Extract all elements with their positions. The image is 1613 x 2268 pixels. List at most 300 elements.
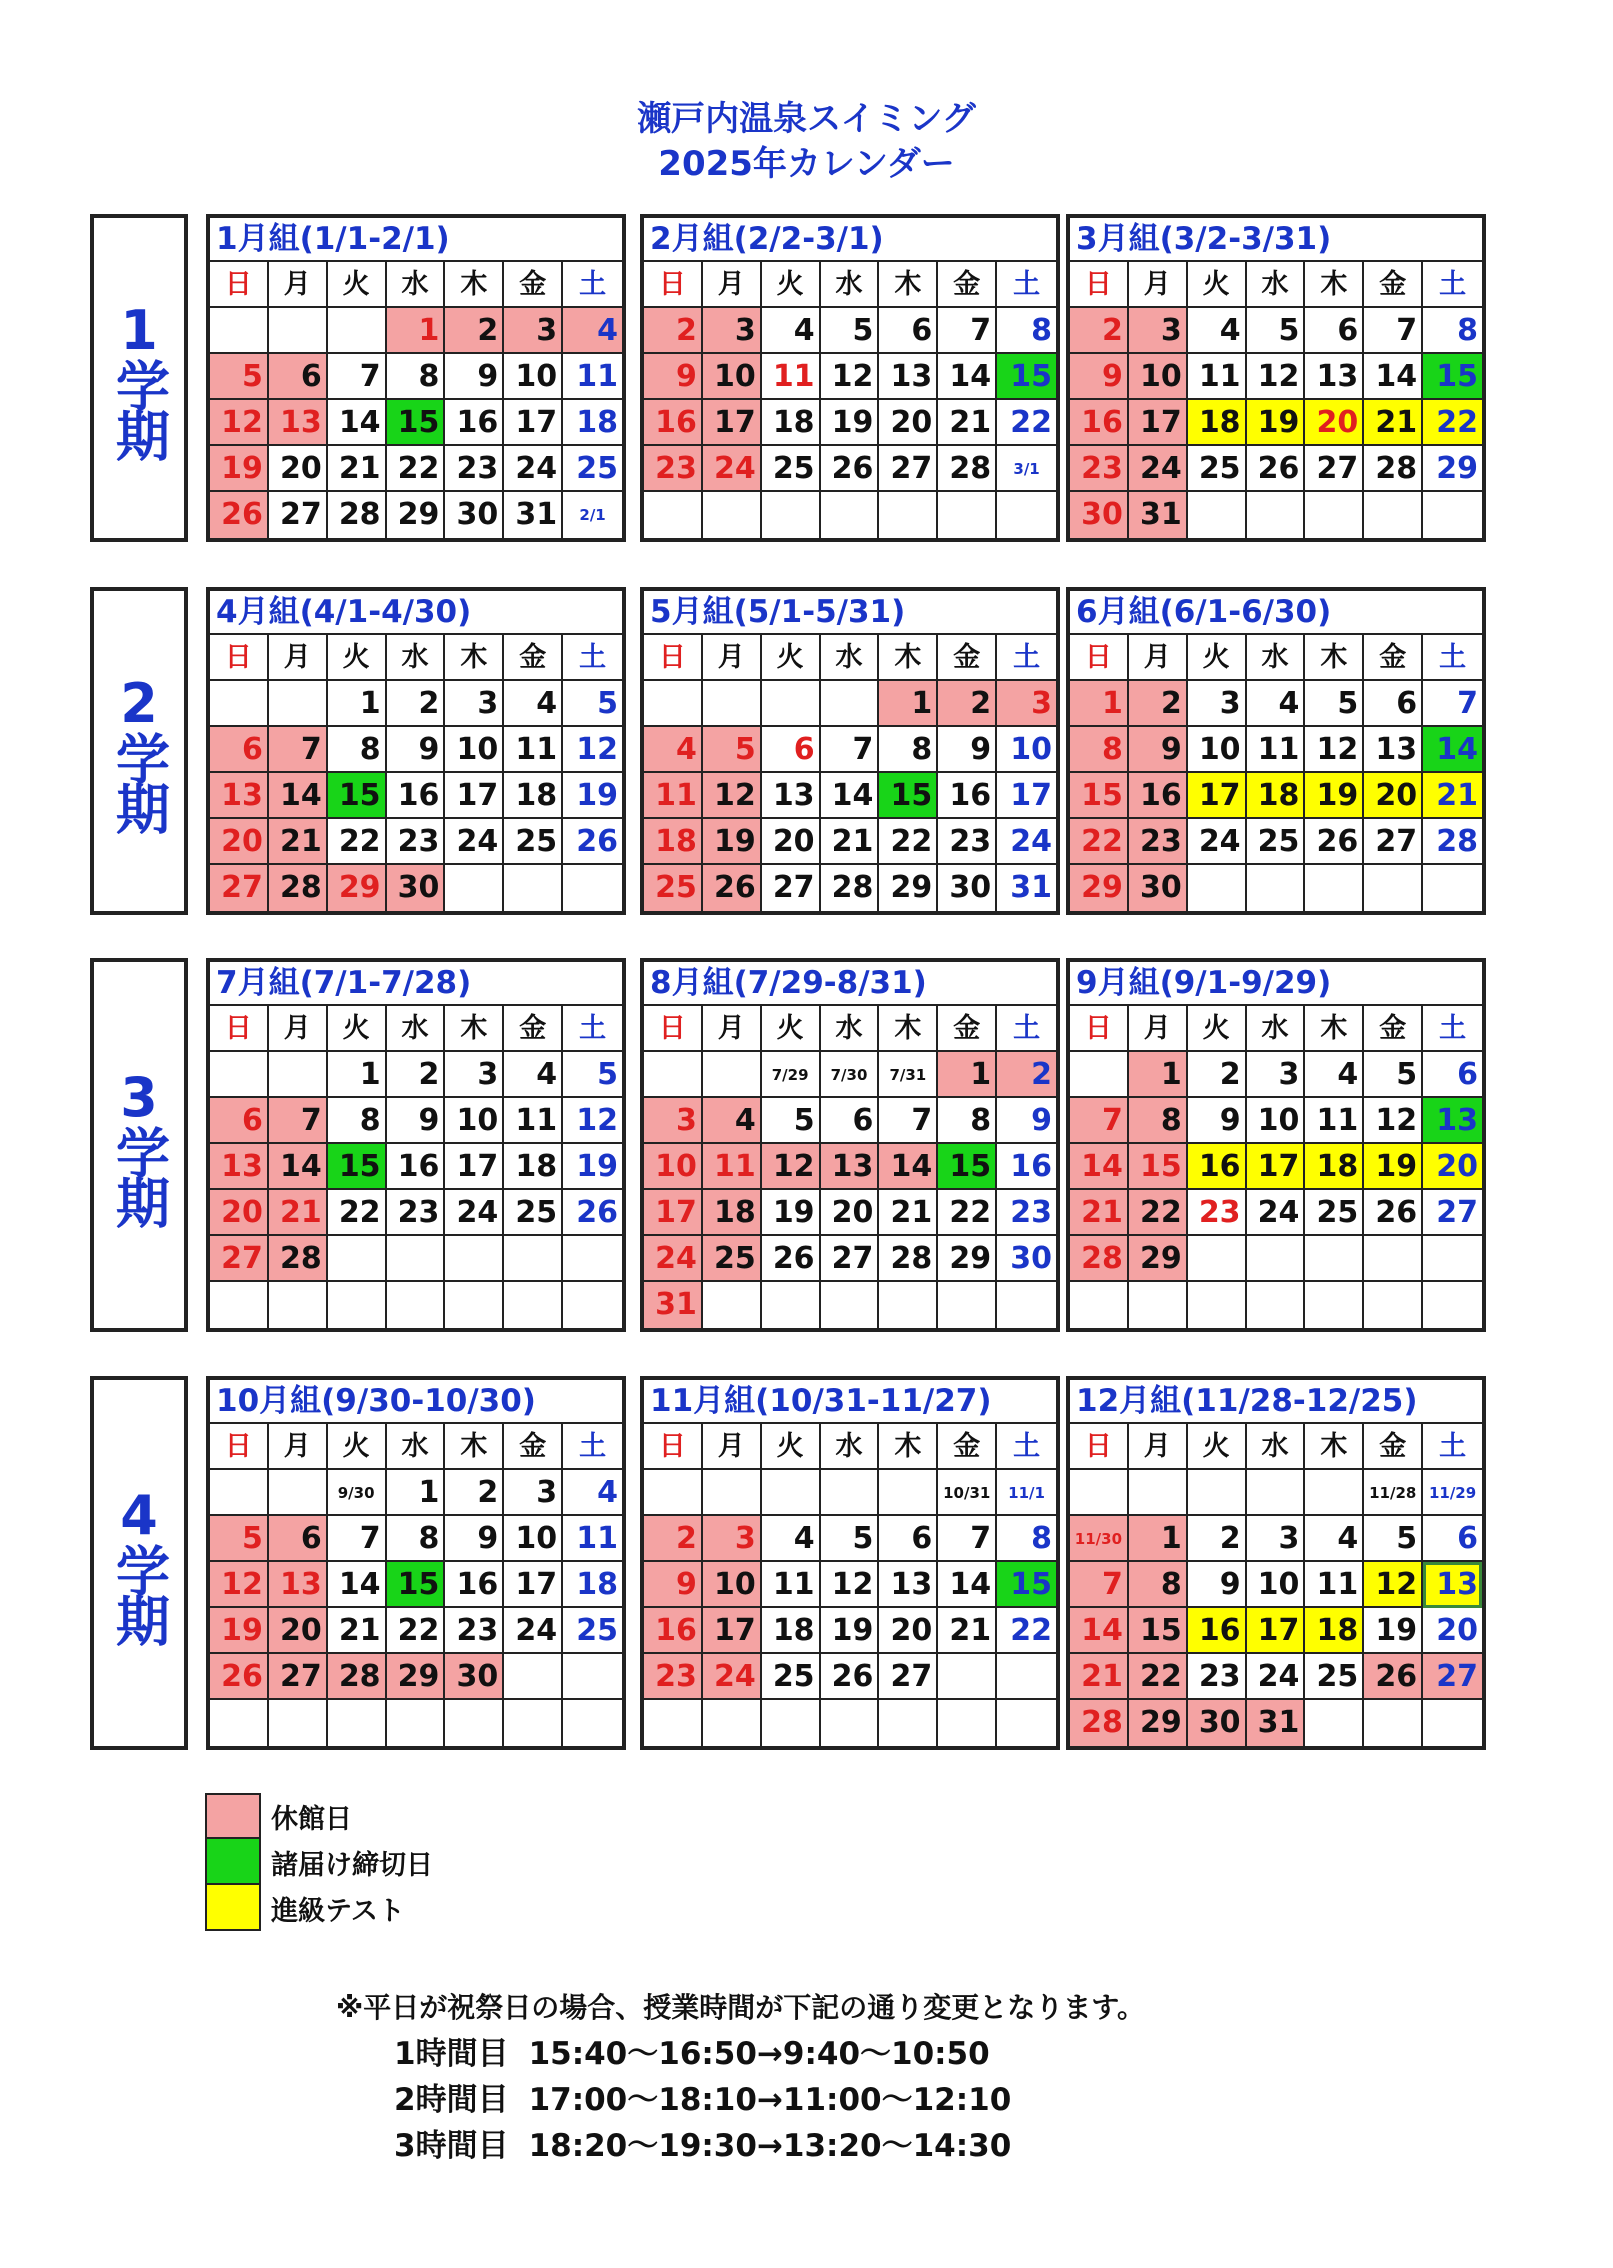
weekday-header: 日 — [210, 1424, 269, 1470]
day-cell: 16 — [644, 400, 703, 446]
day-cell: 27 — [879, 446, 938, 492]
day-cell: 4 — [563, 308, 622, 354]
weekday-header: 土 — [997, 1424, 1056, 1470]
day-cell: 22 — [879, 819, 938, 865]
day-cell — [703, 492, 762, 538]
day-cell: 11 — [644, 773, 703, 819]
day-cell: 27 — [1423, 1190, 1482, 1236]
day-cell — [879, 1470, 938, 1516]
weekday-header: 木 — [879, 262, 938, 308]
day-cell: 26 — [563, 819, 622, 865]
day-cell: 11 — [563, 1516, 622, 1562]
day-cell — [445, 1282, 504, 1328]
weekday-header: 火 — [762, 262, 821, 308]
day-cell — [938, 1700, 997, 1746]
month-calendar — [206, 214, 626, 542]
day-cell — [997, 1654, 1056, 1700]
weekday-header: 土 — [1423, 262, 1482, 308]
day-cell: 8 — [1070, 727, 1129, 773]
day-cell: 14 — [821, 773, 880, 819]
weekday-header: 月 — [1129, 1424, 1188, 1470]
day-cell — [1247, 492, 1306, 538]
day-cell — [821, 681, 880, 727]
legend-swatch-deadline — [205, 1839, 261, 1885]
day-cell: 10 — [445, 1098, 504, 1144]
day-cell: 11 — [1188, 354, 1247, 400]
day-cell: 10 — [703, 1562, 762, 1608]
day-cell: 24 — [1247, 1654, 1306, 1700]
day-cell: 9 — [1070, 354, 1129, 400]
day-cell — [504, 1236, 563, 1282]
day-cell: 21 — [938, 1608, 997, 1654]
day-cell: 17 — [445, 773, 504, 819]
day-cell — [504, 865, 563, 911]
day-cell: 12 — [821, 1562, 880, 1608]
day-cell: 18 — [563, 400, 622, 446]
day-cell — [1070, 1470, 1129, 1516]
day-cell: 29 — [328, 865, 387, 911]
day-cell — [703, 1282, 762, 1328]
day-cell — [821, 1700, 880, 1746]
day-cell: 9 — [1188, 1098, 1247, 1144]
day-cell: 13 — [821, 1144, 880, 1190]
weekday-header: 水 — [387, 1006, 446, 1052]
day-cell: 28 — [1364, 446, 1423, 492]
day-cell — [1364, 1282, 1423, 1328]
weekday-header: 金 — [504, 635, 563, 681]
day-cell: 9 — [938, 727, 997, 773]
day-cell — [1247, 1236, 1306, 1282]
day-cell: 7 — [269, 1098, 328, 1144]
day-cell: 3 — [1188, 681, 1247, 727]
weekday-header: 木 — [879, 635, 938, 681]
month-title: 2月組(2/2-3/1) — [644, 218, 1056, 262]
weekday-header: 日 — [1070, 1006, 1129, 1052]
day-cell: 24 — [1247, 1190, 1306, 1236]
legend-item-deadline — [205, 1839, 433, 1885]
day-cell: 2 — [1129, 681, 1188, 727]
day-cell: 1 — [879, 681, 938, 727]
day-cell: 15 — [997, 1562, 1056, 1608]
day-cell: 16 — [445, 1562, 504, 1608]
weekday-header: 月 — [703, 635, 762, 681]
day-cell: 8 — [997, 308, 1056, 354]
day-cell: 14 — [1070, 1144, 1129, 1190]
weekday-header: 土 — [563, 262, 622, 308]
day-cell: 11 — [1247, 727, 1306, 773]
day-cell: 16 — [387, 1144, 446, 1190]
day-cell — [1305, 1236, 1364, 1282]
day-cell: 25 — [1247, 819, 1306, 865]
weekday-header: 月 — [1129, 1006, 1188, 1052]
day-cell: 1 — [328, 681, 387, 727]
day-cell: 2 — [445, 1470, 504, 1516]
day-cell: 19 — [563, 1144, 622, 1190]
day-cell — [210, 308, 269, 354]
day-cell: 26 — [762, 1236, 821, 1282]
weekday-header: 日 — [644, 1006, 703, 1052]
day-cell: 11 — [703, 1144, 762, 1190]
day-cell: 13 — [1305, 354, 1364, 400]
day-cell: 13 — [1364, 727, 1423, 773]
day-cell: 13 — [879, 1562, 938, 1608]
weekday-header: 月 — [703, 1424, 762, 1470]
day-cell: 19 — [1364, 1144, 1423, 1190]
day-cell: 17 — [703, 400, 762, 446]
day-cell: 30 — [445, 492, 504, 538]
day-cell: 21 — [879, 1190, 938, 1236]
day-cell: 16 — [445, 400, 504, 446]
weekday-header: 土 — [563, 1424, 622, 1470]
day-cell: 12 — [210, 400, 269, 446]
day-cell: 17 — [1247, 1144, 1306, 1190]
day-cell — [938, 1654, 997, 1700]
day-cell — [504, 1654, 563, 1700]
day-cell: 28 — [328, 492, 387, 538]
day-cell: 27 — [210, 865, 269, 911]
month-title: 8月組(7/29-8/31) — [644, 962, 1056, 1006]
day-cell: 7 — [821, 727, 880, 773]
day-cell: 18 — [644, 819, 703, 865]
weekday-header: 金 — [1364, 635, 1423, 681]
day-cell: 24 — [1129, 446, 1188, 492]
day-cell: 31 — [1010, 870, 1052, 905]
day-cell: 26 — [703, 865, 762, 911]
day-cell: 15 — [328, 773, 387, 819]
day-cell: 9 — [644, 1562, 703, 1608]
day-cell — [644, 492, 703, 538]
day-cell: 15 — [1129, 1608, 1188, 1654]
day-cell: 1 — [1070, 681, 1129, 727]
day-cell: 10/31 — [938, 1470, 997, 1516]
day-cell: 20 — [269, 1608, 328, 1654]
day-cell: 19 — [210, 1608, 269, 1654]
day-cell: 16 — [387, 773, 446, 819]
day-cell — [1423, 1236, 1482, 1282]
day-cell: 5 — [821, 1516, 880, 1562]
day-cell: 15 — [1423, 354, 1482, 400]
weekday-header: 金 — [938, 262, 997, 308]
day-cell: 28 — [1070, 1236, 1129, 1282]
day-cell — [1129, 1282, 1188, 1328]
day-cell: 9 — [1129, 727, 1188, 773]
day-cell: 8 — [879, 727, 938, 773]
day-cell: 2 — [1188, 1052, 1247, 1098]
day-cell — [997, 492, 1056, 538]
weekday-header: 金 — [504, 1424, 563, 1470]
day-cell: 14 — [879, 1144, 938, 1190]
day-cell: 28 — [821, 865, 880, 911]
day-cell: 5 — [563, 1052, 622, 1098]
day-cell: 7 — [1364, 308, 1423, 354]
day-cell: 26 — [1364, 1190, 1423, 1236]
day-cell — [1423, 1282, 1482, 1328]
legend-swatch-closed — [205, 1793, 261, 1839]
day-cell — [762, 1700, 821, 1746]
day-cell: 3/1 — [997, 446, 1056, 492]
day-cell: 31 — [1129, 492, 1188, 538]
day-cell: 16 — [644, 1608, 703, 1654]
day-cell — [1188, 1470, 1247, 1516]
day-cell: 25 — [1305, 1190, 1364, 1236]
month-title: 6月組(6/1-6/30) — [1070, 591, 1482, 635]
weekday-header: 金 — [504, 1006, 563, 1052]
day-cell — [1305, 492, 1364, 538]
day-cell: 13 — [762, 773, 821, 819]
day-cell: 8 — [387, 354, 446, 400]
day-cell: 23 — [644, 1654, 703, 1700]
month-title: 11月組(10/31-11/27) — [644, 1380, 1056, 1424]
day-cell — [328, 1236, 387, 1282]
weekday-header: 火 — [1188, 635, 1247, 681]
day-cell: 4 — [644, 727, 703, 773]
day-cell: 1 — [1129, 1516, 1188, 1562]
day-cell: 9 — [387, 1098, 446, 1144]
day-cell: 24 — [504, 446, 563, 492]
day-cell: 2/1 — [579, 506, 606, 524]
day-cell: 29 — [1423, 446, 1482, 492]
day-cell: 23 — [1188, 1190, 1247, 1236]
day-cell: 23 — [1070, 446, 1129, 492]
day-cell: 3 — [504, 308, 563, 354]
day-cell: 14 — [328, 400, 387, 446]
day-cell: 9 — [1188, 1562, 1247, 1608]
weekday-header: 金 — [1364, 1006, 1423, 1052]
day-cell: 18 — [504, 1144, 563, 1190]
day-cell: 11 — [504, 727, 563, 773]
weekday-header: 水 — [821, 1424, 880, 1470]
legend-item-closed — [205, 1793, 433, 1839]
day-cell: 21 — [269, 819, 328, 865]
day-cell: 21 — [938, 400, 997, 446]
notes-line — [336, 2123, 1145, 2169]
day-cell: 5 — [762, 1098, 821, 1144]
day-cell: 20 — [879, 400, 938, 446]
day-cell: 18 — [1305, 1144, 1364, 1190]
day-cell: 5 — [1364, 1516, 1423, 1562]
day-cell: 22 — [387, 1608, 446, 1654]
day-cell: 31 — [1247, 1700, 1306, 1746]
day-cell: 19 — [1364, 1608, 1423, 1654]
day-cell: 22 — [328, 1190, 387, 1236]
day-cell — [1305, 1282, 1364, 1328]
weekday-header: 火 — [1188, 1424, 1247, 1470]
month-calendar — [1066, 1376, 1486, 1750]
day-cell: 10 — [644, 1144, 703, 1190]
day-cell: 19 — [821, 1608, 880, 1654]
day-cell: 6 — [1364, 681, 1423, 727]
day-cell — [644, 1700, 703, 1746]
day-cell: 21 — [269, 1190, 328, 1236]
day-cell: 8 — [387, 1516, 446, 1562]
day-cell — [563, 1700, 622, 1746]
day-cell: 11 — [563, 354, 622, 400]
day-cell: 4 — [563, 1470, 622, 1516]
day-cell: 14 — [328, 1562, 387, 1608]
day-cell: 27 — [879, 1654, 938, 1700]
day-cell: 6 — [821, 1098, 880, 1144]
legend-item-test — [205, 1885, 433, 1931]
day-cell: 10 — [504, 1516, 563, 1562]
day-cell: 4 — [762, 1516, 821, 1562]
day-cell: 28 — [1070, 1700, 1129, 1746]
weekday-header: 土 — [1423, 1424, 1482, 1470]
day-cell — [1305, 1700, 1364, 1746]
day-cell — [387, 1700, 446, 1746]
day-cell: 12 — [563, 727, 622, 773]
day-cell: 8 — [328, 1098, 387, 1144]
day-cell — [563, 1282, 622, 1328]
month-calendar — [206, 587, 626, 915]
day-cell — [1070, 1282, 1129, 1328]
day-cell: 25 — [762, 1654, 821, 1700]
day-cell: 16 — [938, 773, 997, 819]
weekday-header: 火 — [762, 1424, 821, 1470]
day-cell: 6 — [210, 1098, 269, 1144]
day-cell: 13 — [879, 354, 938, 400]
month-title: 3月組(3/2-3/31) — [1070, 218, 1482, 262]
weekday-header: 月 — [1129, 262, 1188, 308]
day-cell — [1129, 1470, 1188, 1516]
day-cell: 24 — [703, 1654, 762, 1700]
day-cell: 4 — [1305, 1516, 1364, 1562]
day-cell: 10 — [703, 354, 762, 400]
day-cell: 29 — [387, 492, 446, 538]
legend-label-deadline: 諸届け締切日 — [271, 1849, 433, 1881]
day-cell — [210, 681, 269, 727]
day-cell — [328, 1282, 387, 1328]
term-label-text: 2学期 — [107, 671, 171, 831]
day-cell: 26 — [821, 1654, 880, 1700]
day-cell: 19 — [821, 400, 880, 446]
day-cell: 3 — [1247, 1052, 1306, 1098]
weekday-header: 木 — [1305, 635, 1364, 681]
weekday-header: 日 — [644, 1424, 703, 1470]
day-cell: 23 — [445, 446, 504, 492]
day-cell — [1364, 1700, 1423, 1746]
day-cell — [269, 1700, 328, 1746]
weekday-header: 金 — [504, 262, 563, 308]
day-cell: 28 — [328, 1654, 387, 1700]
day-cell — [821, 492, 880, 538]
day-cell: 19 — [762, 1190, 821, 1236]
day-cell: 27 — [1305, 446, 1364, 492]
day-cell: 12 — [563, 1098, 622, 1144]
day-cell: 4 — [1188, 308, 1247, 354]
day-cell: 7 — [269, 727, 328, 773]
day-cell: 7 — [1070, 1098, 1129, 1144]
day-cell: 29 — [387, 1654, 446, 1700]
weekday-header: 水 — [1247, 635, 1306, 681]
day-cell: 23 — [387, 1190, 446, 1236]
notes-times: 15:40～16:50→9:40～10:50 — [528, 2036, 990, 2072]
day-cell: 26 — [563, 1190, 622, 1236]
notes-period: 3時間目 — [394, 2128, 509, 2164]
weekday-header: 水 — [821, 262, 880, 308]
weekday-header: 木 — [445, 635, 504, 681]
day-cell: 16 — [1070, 400, 1129, 446]
weekday-header: 木 — [879, 1006, 938, 1052]
month-calendar — [640, 587, 1060, 915]
day-cell: 10 — [1247, 1098, 1306, 1144]
day-cell: 4 — [1247, 681, 1306, 727]
day-cell: 19 — [563, 773, 622, 819]
day-cell: 25 — [1188, 446, 1247, 492]
day-cell — [703, 1470, 762, 1516]
day-cell: 13 — [210, 1144, 269, 1190]
day-cell: 28 — [1423, 819, 1482, 865]
day-cell — [644, 1052, 703, 1098]
day-cell: 26 — [821, 446, 880, 492]
weekday-header: 金 — [938, 635, 997, 681]
month-calendar — [1066, 587, 1486, 915]
weekday-header: 日 — [644, 635, 703, 681]
weekday-header: 火 — [762, 1006, 821, 1052]
day-cell: 15 — [879, 773, 938, 819]
weekday-header: 金 — [938, 1006, 997, 1052]
day-cell: 28 — [269, 1236, 328, 1282]
day-cell: 7/29 — [762, 1052, 821, 1098]
weekday-header: 木 — [879, 1424, 938, 1470]
day-cell: 22 — [1129, 1654, 1188, 1700]
day-cell: 6 — [1305, 308, 1364, 354]
day-cell: 27 — [1364, 819, 1423, 865]
day-cell: 30 — [938, 865, 997, 911]
day-cell: 30 — [1129, 865, 1188, 911]
notes-title: ※平日が祝祭日の場合、授業時間が下記の通り変更となります。 — [336, 1991, 1145, 2024]
day-cell: 24 — [997, 819, 1056, 865]
weekday-header: 火 — [328, 1424, 387, 1470]
day-cell: 22 — [1129, 1190, 1188, 1236]
day-cell: 17 — [703, 1608, 762, 1654]
day-cell: 10 — [1129, 354, 1188, 400]
weekday-header: 土 — [1423, 635, 1482, 681]
weekday-header: 水 — [387, 1424, 446, 1470]
day-cell: 11/29 — [1423, 1470, 1482, 1516]
day-cell: 3 — [1247, 1516, 1306, 1562]
day-cell: 12 — [762, 1144, 821, 1190]
day-cell: 9 — [997, 1098, 1056, 1144]
day-cell — [644, 681, 703, 727]
day-cell: 16 — [997, 1144, 1056, 1190]
day-cell: 6 — [762, 727, 821, 773]
day-cell: 27 — [762, 865, 821, 911]
weekday-header: 土 — [997, 635, 1056, 681]
notes-times: 17:00～18:10→11:00～12:10 — [528, 2082, 1012, 2118]
day-cell: 22 — [1070, 819, 1129, 865]
day-cell — [703, 1700, 762, 1746]
weekday-header: 月 — [1129, 635, 1188, 681]
day-cell — [269, 1052, 328, 1098]
day-cell: 2 — [938, 681, 997, 727]
day-cell: 7 — [1423, 681, 1482, 727]
day-cell: 1 — [328, 1052, 387, 1098]
day-cell: 20 — [762, 819, 821, 865]
day-cell: 3 — [445, 1052, 504, 1098]
day-cell — [445, 1700, 504, 1746]
weekday-header: 月 — [269, 635, 328, 681]
day-cell: 3 — [997, 681, 1056, 727]
day-cell — [1247, 865, 1306, 911]
day-cell: 6 — [269, 1516, 328, 1562]
day-cell — [563, 1654, 622, 1700]
day-cell: 30 — [387, 865, 446, 911]
day-cell: 15 — [387, 1562, 446, 1608]
day-cell: 1 — [938, 1052, 997, 1098]
day-cell: 7 — [938, 1516, 997, 1562]
day-cell: 17 — [504, 400, 563, 446]
day-cell — [1188, 1236, 1247, 1282]
